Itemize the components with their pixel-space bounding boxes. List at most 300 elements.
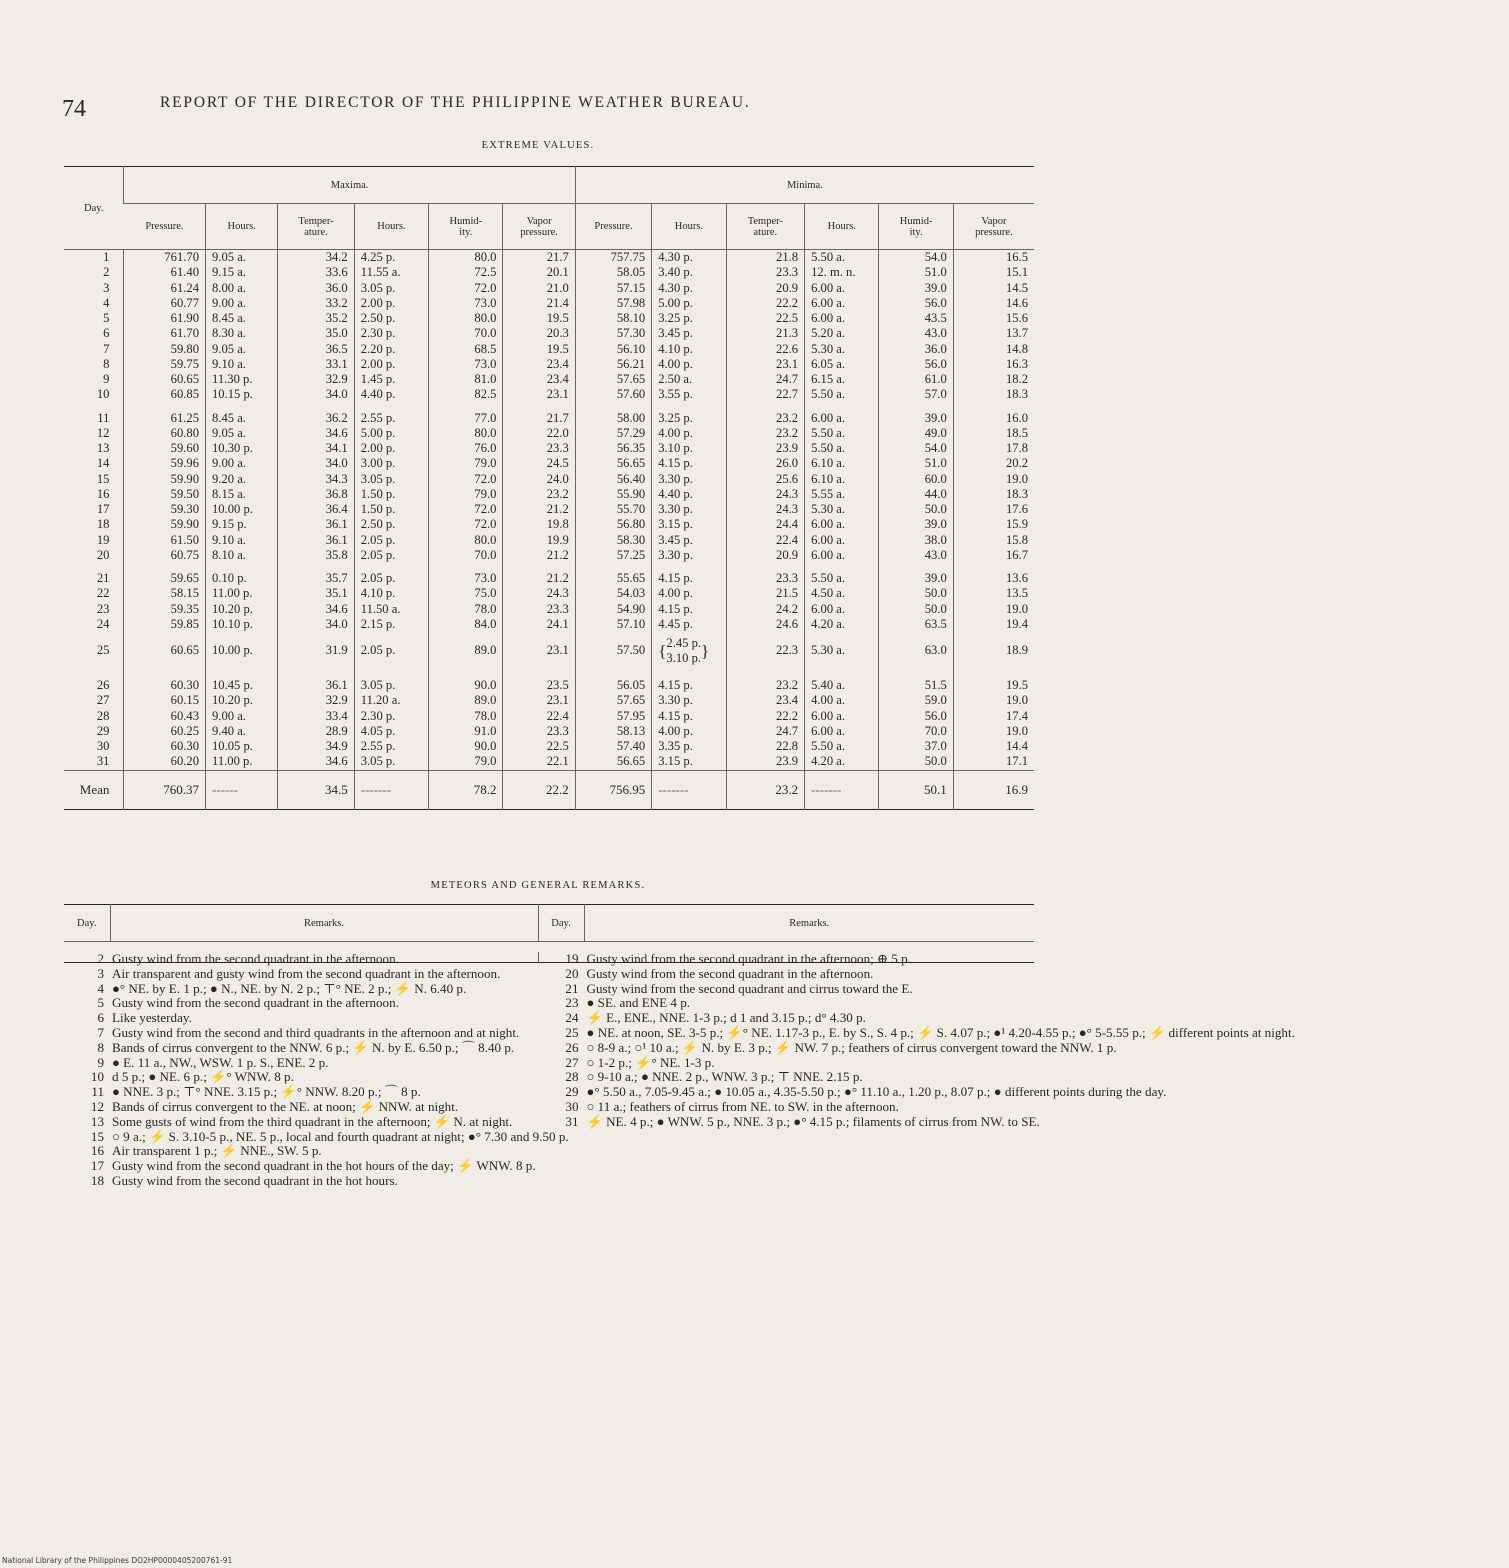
table-row <box>64 387 1034 402</box>
value-cell: 23.9 <box>726 441 805 456</box>
remark-item <box>539 1011 1509 1026</box>
day-cell: 20 <box>96 547 110 562</box>
value-cell: 4.15 p. <box>652 709 726 724</box>
value-cell: 60.77 <box>124 296 206 311</box>
value-cell: 16.0 <box>953 403 1034 426</box>
day-cell: 17 <box>96 502 110 516</box>
value-cell: 3.05 p. <box>354 281 428 296</box>
value-cell: 56.80 <box>575 517 651 532</box>
value-cell: 61.0 <box>879 372 953 387</box>
value-cell: 43.0 <box>879 548 953 563</box>
value-cell: 57.65 <box>575 693 651 708</box>
remark-day: 5 <box>97 995 104 1011</box>
value-cell: 59.75 <box>124 357 206 372</box>
value-cell: 59.96 <box>124 456 206 471</box>
value-cell: 60.85 <box>124 387 206 402</box>
value-cell: 6.15 a. <box>805 372 879 387</box>
remark-text: Like yesterday. <box>112 1010 192 1026</box>
value-cell: 22.5 <box>503 739 575 754</box>
day-cell: 29 <box>96 723 110 738</box>
value-cell: 60.20 <box>124 754 206 770</box>
value-cell: 23.2 <box>726 670 805 693</box>
remark-item <box>64 1144 1034 1159</box>
value-cell: 5.30 a. <box>805 342 879 357</box>
day-cell: 7 <box>103 341 110 356</box>
remark-text: Gusty wind from the second quadrant and cirrus toward the E. <box>586 980 913 996</box>
value-cell: 57.60 <box>575 387 651 402</box>
value-cell: 24.7 <box>726 372 805 387</box>
remark-day: 29 <box>565 1084 579 1100</box>
value-cell: 3.10 p. <box>652 441 726 456</box>
value-cell: 13.6 <box>953 563 1034 586</box>
mean-value: ------ <box>206 770 278 809</box>
value-cell: 56.65 <box>575 754 651 770</box>
value-cell: 9.40 a. <box>206 724 278 739</box>
value-cell: 36.0 <box>278 281 354 296</box>
value-cell: 23.5 <box>503 670 575 693</box>
value-cell: 49.0 <box>879 426 953 441</box>
value-cell: 22.0 <box>503 426 575 441</box>
value-cell: 3.00 p. <box>354 456 428 471</box>
remark-day: 11 <box>91 1084 104 1100</box>
value-cell: 3.05 p. <box>354 670 428 693</box>
day-cell: 25 <box>96 643 110 658</box>
day-cell: 4 <box>103 295 110 310</box>
value-cell: 4.25 p. <box>354 250 428 266</box>
value-cell: 5.50 a. <box>805 250 879 266</box>
column-header: Humid- ity. <box>879 204 953 250</box>
value-cell: 23.4 <box>503 357 575 372</box>
value-cell: 8.45 a. <box>206 311 278 326</box>
remark-day: 31 <box>565 1113 579 1129</box>
day-cell: 21 <box>96 571 110 585</box>
value-cell: 1.45 p. <box>354 372 428 387</box>
value-cell: 34.6 <box>278 426 354 441</box>
value-cell: 6.10 a. <box>805 472 879 487</box>
value-cell: 20.9 <box>726 548 805 563</box>
value-cell: 20.2 <box>953 456 1034 471</box>
value-cell: 3.40 p. <box>652 265 726 280</box>
day-cell: 30 <box>96 739 110 753</box>
value-cell: 60.0 <box>879 472 953 487</box>
value-cell: 22.4 <box>726 533 805 548</box>
mean-value: ------- <box>354 770 428 809</box>
value-cell: 56.21 <box>575 357 651 372</box>
value-cell: 10.10 p. <box>206 617 278 632</box>
day-cell: 16 <box>96 486 110 501</box>
value-cell: 36.1 <box>278 533 354 548</box>
mean-value: ------- <box>805 770 879 809</box>
value-cell: 22.1 <box>503 754 575 770</box>
value-cell: 54.03 <box>575 586 651 601</box>
day-cell: 24 <box>96 616 110 631</box>
remark-text: ○ 9 a.; ⚡ S. 3.10-5 p., NE. 5 p., local and fourth quadrant at night; ●° 7.30 and 9.50 p. <box>112 1128 569 1144</box>
remark-text: Some gusts of wind from the third quadrant in the afternoon; ⚡ N. at night. <box>112 1113 513 1129</box>
remark-day: 20 <box>565 965 579 981</box>
remark-text: ○ 8-9 a.; ○¹ 10 a.; ⚡ N. by E. 3 p.; ⚡ NW. 7 p.; feathers of cirrus convergent toward the NNW. 1 p. <box>586 1039 1117 1055</box>
value-cell: 80.0 <box>429 250 503 266</box>
scan-credit: National Library of the Philippines DO2HP0000405200761-91 <box>2 1556 233 1565</box>
value-cell: 15.6 <box>953 311 1034 326</box>
table-row <box>64 311 1034 326</box>
remarks-right-column <box>539 952 1509 1130</box>
day-cell: 12 <box>96 425 110 440</box>
column-header: Temper- ature. <box>726 204 805 250</box>
day-cell: 22 <box>96 586 110 601</box>
value-cell: 81.0 <box>429 372 503 387</box>
value-cell: 13.5 <box>953 586 1034 601</box>
table-row <box>64 502 1034 517</box>
value-cell: 5.30 a. <box>805 502 879 517</box>
value-cell: 21.2 <box>503 563 575 586</box>
remark-text: Gusty wind from the second quadrant in the hot hours. <box>112 1172 398 1188</box>
value-cell: 3.15 p. <box>652 517 726 532</box>
column-header: Hours. <box>805 204 879 250</box>
value-cell: 50.0 <box>879 502 953 517</box>
value-cell: 6.00 a. <box>805 403 879 426</box>
mean-row <box>64 770 1034 809</box>
value-cell: 54.0 <box>879 441 953 456</box>
day-cell: 19 <box>96 532 110 547</box>
value-cell: 12. m. n. <box>805 265 879 280</box>
value-cell: 15.1 <box>953 265 1034 280</box>
value-cell: 63.0 <box>879 632 953 670</box>
value-cell: 8.15 a. <box>206 487 278 502</box>
value-cell: 3.30 p. <box>652 548 726 563</box>
value-cell: 3.05 p. <box>354 754 428 770</box>
value-cell: 34.0 <box>278 387 354 402</box>
mean-value: 78.2 <box>429 770 503 809</box>
value-cell: 23.9 <box>726 754 805 770</box>
remark-item <box>539 967 1509 982</box>
value-cell: 3.35 p. <box>652 739 726 754</box>
remark-day: 12 <box>90 1098 104 1114</box>
value-cell: 61.70 <box>124 326 206 341</box>
value-cell: 90.0 <box>429 739 503 754</box>
value-cell: 9.00 a. <box>206 296 278 311</box>
value-cell: 23.4 <box>503 372 575 387</box>
value-cell: 2.00 p. <box>354 441 428 456</box>
value-cell: 59.35 <box>124 602 206 617</box>
value-cell: 14.5 <box>953 281 1034 296</box>
value-cell: 10.20 p. <box>206 693 278 708</box>
table-row <box>64 517 1034 532</box>
value-cell: 35.1 <box>278 586 354 601</box>
value-cell: 4.40 p. <box>652 487 726 502</box>
value-cell: 10.20 p. <box>206 602 278 617</box>
minima-header: Minima. <box>575 167 1034 204</box>
value-cell: 59.30 <box>124 502 206 517</box>
value-cell: 59.65 <box>124 563 206 586</box>
remark-day: 17 <box>90 1158 104 1174</box>
value-cell: 17.1 <box>953 754 1034 770</box>
value-cell: 4.15 p. <box>652 563 726 586</box>
value-cell: 9.05 a. <box>206 342 278 357</box>
value-cell: 5.50 a. <box>805 387 879 402</box>
value-cell: 36.8 <box>278 487 354 502</box>
value-cell: 51.0 <box>879 456 953 471</box>
value-cell: 57.30 <box>575 326 651 341</box>
remark-item <box>539 952 1509 967</box>
value-cell: 4.40 p. <box>354 387 428 402</box>
column-header: Vapor pressure. <box>503 204 575 250</box>
value-cell: 18.3 <box>953 387 1034 402</box>
value-cell: 20.3 <box>503 326 575 341</box>
value-cell: 17.8 <box>953 441 1034 456</box>
value-cell: 79.0 <box>429 754 503 770</box>
table-row <box>64 296 1034 311</box>
value-cell: 6.10 a. <box>805 456 879 471</box>
value-cell: 57.98 <box>575 296 651 311</box>
value-cell: 5.20 a. <box>805 326 879 341</box>
value-cell: 63.5 <box>879 617 953 632</box>
value-cell: 22.7 <box>726 387 805 402</box>
value-cell: 33.4 <box>278 709 354 724</box>
value-cell: 8.00 a. <box>206 281 278 296</box>
value-cell: 19.5 <box>503 342 575 357</box>
value-cell: 20.9 <box>726 281 805 296</box>
remark-day: 9 <box>97 1054 104 1070</box>
remark-day: 27 <box>565 1054 579 1070</box>
value-cell: 77.0 <box>429 403 503 426</box>
value-cell: 9.00 a. <box>206 456 278 471</box>
value-cell: 4.00 p. <box>652 724 726 739</box>
table-row <box>64 709 1034 724</box>
value-cell: 56.35 <box>575 441 651 456</box>
table-row <box>64 586 1034 601</box>
value-cell: 2.50 p. <box>354 311 428 326</box>
value-cell: 10.45 p. <box>206 670 278 693</box>
value-cell: 2.50 p. <box>354 517 428 532</box>
value-cell: 3.05 p. <box>354 472 428 487</box>
remark-text: Bands of cirrus convergent to the NE. at noon; ⚡ NNW. at night. <box>112 1098 459 1114</box>
maxima-header: Maxima. <box>124 167 575 204</box>
value-cell: 24.0 <box>503 472 575 487</box>
day-cell: 13 <box>96 441 110 455</box>
column-header: Vapor pressure. <box>953 204 1034 250</box>
value-cell: 36.2 <box>278 403 354 426</box>
value-cell: 19.0 <box>953 693 1034 708</box>
value-cell: 68.5 <box>429 342 503 357</box>
value-cell: 10.00 p. <box>206 632 278 670</box>
value-cell: 57.15 <box>575 281 651 296</box>
value-cell: 2.30 p. <box>354 709 428 724</box>
remark-item <box>539 1041 1509 1056</box>
value-cell: 54.90 <box>575 602 651 617</box>
value-cell: 6.05 a. <box>805 357 879 372</box>
mean-label: Mean <box>64 770 124 809</box>
remark-item <box>539 996 1509 1011</box>
day-cell: 14 <box>96 456 110 471</box>
value-cell: 23.4 <box>726 693 805 708</box>
value-cell: {2.45 p. 3.10 p.} <box>652 632 726 670</box>
column-header: Humid- ity. <box>429 204 503 250</box>
value-cell: 6.00 a. <box>805 548 879 563</box>
value-cell: 60.65 <box>124 632 206 670</box>
table-row <box>64 372 1034 387</box>
remark-day: 7 <box>97 1024 104 1040</box>
value-cell: 23.3 <box>503 441 575 456</box>
value-cell: 9.10 a. <box>206 533 278 548</box>
day-cell: 31 <box>96 754 110 769</box>
value-cell: 2.05 p. <box>354 563 428 586</box>
table-row <box>64 670 1034 693</box>
value-cell: 51.0 <box>879 265 953 280</box>
extreme-values-body <box>64 250 1034 810</box>
value-cell: 11.00 p. <box>206 754 278 770</box>
value-cell: 2.05 p. <box>354 533 428 548</box>
value-cell: 23.2 <box>503 487 575 502</box>
value-cell: 2.50 a. <box>652 372 726 387</box>
value-cell: 59.80 <box>124 342 206 357</box>
remark-day: 6 <box>97 1010 104 1026</box>
value-cell: 26.0 <box>726 456 805 471</box>
value-cell: 60.30 <box>124 670 206 693</box>
value-cell: 22.2 <box>726 709 805 724</box>
value-cell: 72.0 <box>429 502 503 517</box>
value-cell: 55.70 <box>575 502 651 517</box>
value-cell: 43.0 <box>879 326 953 341</box>
value-cell: 35.8 <box>278 548 354 563</box>
value-cell: 22.5 <box>726 311 805 326</box>
value-cell: 28.9 <box>278 724 354 739</box>
value-cell: 18.2 <box>953 372 1034 387</box>
value-cell: 32.9 <box>278 693 354 708</box>
mean-value: 50.1 <box>879 770 953 809</box>
value-cell: 13.7 <box>953 326 1034 341</box>
day-header: Day. <box>64 167 124 250</box>
value-cell: 89.0 <box>429 693 503 708</box>
value-cell: 21.2 <box>503 502 575 517</box>
value-cell: 24.6 <box>726 617 805 632</box>
value-cell: 73.0 <box>429 357 503 372</box>
page-number: 74 <box>62 96 86 122</box>
value-cell: 57.65 <box>575 372 651 387</box>
value-cell: 57.95 <box>575 709 651 724</box>
value-cell: 59.85 <box>124 617 206 632</box>
day-cell: 3 <box>103 280 110 295</box>
value-cell: 6.00 a. <box>805 311 879 326</box>
value-cell: 10.30 p. <box>206 441 278 456</box>
table-row <box>64 472 1034 487</box>
value-cell: 24.7 <box>726 724 805 739</box>
value-cell: 6.00 a. <box>805 709 879 724</box>
value-cell: 9.05 a. <box>206 250 278 266</box>
value-cell: 2.55 p. <box>354 403 428 426</box>
value-cell: 5.00 p. <box>652 296 726 311</box>
remark-text: ●° NE. by E. 1 p.; ● N., NE. by N. 2 p.; ⊤° NE. 2 p.; ⚡ N. 6.40 p. <box>112 980 467 996</box>
day-cell: 8 <box>103 356 110 371</box>
value-cell: 19.0 <box>953 602 1034 617</box>
day-cell: 9 <box>103 372 110 386</box>
value-cell: 14.6 <box>953 296 1034 311</box>
value-cell: 4.00 p. <box>652 426 726 441</box>
remark-item <box>539 1085 1509 1100</box>
value-cell: 4.45 p. <box>652 617 726 632</box>
value-cell: 60.65 <box>124 372 206 387</box>
value-cell: 57.25 <box>575 548 651 563</box>
value-cell: 61.90 <box>124 311 206 326</box>
value-cell: 21.8 <box>726 250 805 266</box>
value-cell: 3.25 p. <box>652 311 726 326</box>
value-cell: 8.30 a. <box>206 326 278 341</box>
value-cell: 89.0 <box>429 632 503 670</box>
running-title: REPORT OF THE DIRECTOR OF THE PHILIPPINE WEATHER BUREAU. <box>160 94 751 111</box>
value-cell: 18.5 <box>953 426 1034 441</box>
remark-day: 2 <box>97 951 104 966</box>
value-cell: 21.0 <box>503 281 575 296</box>
column-header: Pressure. <box>124 204 206 250</box>
value-cell: 55.90 <box>575 487 651 502</box>
value-cell: 43.5 <box>879 311 953 326</box>
value-cell: 8.45 a. <box>206 403 278 426</box>
value-cell: 61.25 <box>124 403 206 426</box>
value-cell: 11.20 a. <box>354 693 428 708</box>
day-cell: 10 <box>96 387 110 402</box>
value-cell: 2.15 p. <box>354 617 428 632</box>
column-header: Hours. <box>652 204 726 250</box>
value-cell: 36.1 <box>278 517 354 532</box>
value-cell: 39.0 <box>879 281 953 296</box>
remark-text: ⚡ NE. 4 p.; ● WNW. 5 p., NNE. 3 p.; ●° 4.15 p.; filaments of cirrus from NW. to SE. <box>586 1113 1040 1129</box>
value-cell: 10.00 p. <box>206 502 278 517</box>
value-cell: 9.10 a. <box>206 357 278 372</box>
value-cell: 56.10 <box>575 342 651 357</box>
value-cell: 19.9 <box>503 533 575 548</box>
value-cell: 57.10 <box>575 617 651 632</box>
remark-text: Gusty wind from the second quadrant in the afternoon. <box>586 965 874 981</box>
value-cell: 51.5 <box>879 670 953 693</box>
remark-day: 23 <box>565 995 579 1011</box>
day-cell: 11 <box>97 410 110 425</box>
value-cell: 21.7 <box>503 250 575 266</box>
value-cell: 58.05 <box>575 265 651 280</box>
value-cell: 82.5 <box>429 387 503 402</box>
value-cell: 3.30 p. <box>652 693 726 708</box>
value-cell: 9.05 a. <box>206 426 278 441</box>
value-cell: 18.9 <box>953 632 1034 670</box>
remark-text: Gusty wind from the second quadrant in the afternoon. <box>112 995 399 1011</box>
value-cell: 70.0 <box>429 548 503 563</box>
value-cell: 59.90 <box>124 472 206 487</box>
value-cell: 24.2 <box>726 602 805 617</box>
value-cell: 35.2 <box>278 311 354 326</box>
mean-value: 760.37 <box>124 770 206 809</box>
value-cell: 3.25 p. <box>652 403 726 426</box>
remark-text: ● NNE. 3 p.; ⊤° NNE. 3.15 p.; ⚡° NNW. 8.20 p.; ⌒ 8 p. <box>112 1084 421 1100</box>
value-cell: 5.30 a. <box>805 632 879 670</box>
remark-item <box>64 1174 1034 1189</box>
value-cell: 61.40 <box>124 265 206 280</box>
value-cell: 19.4 <box>953 617 1034 632</box>
value-cell: 0.10 p. <box>206 563 278 586</box>
remark-day: 26 <box>565 1039 579 1055</box>
value-cell: 6.00 a. <box>805 296 879 311</box>
remark-text: Bands of cirrus convergent to the NNW. 6 p.; ⚡ N. by E. 6.50 p.; ⌒ 8.40 p. <box>112 1039 515 1055</box>
value-cell: 10.15 p. <box>206 387 278 402</box>
value-cell: 3.45 p. <box>652 533 726 548</box>
value-cell: 56.0 <box>879 357 953 372</box>
value-cell: 4.00 p. <box>652 357 726 372</box>
remark-day: 18 <box>90 1172 104 1188</box>
value-cell: 9.15 a. <box>206 265 278 280</box>
value-cell: 59.60 <box>124 441 206 456</box>
table-row <box>64 342 1034 357</box>
value-cell: 57.29 <box>575 426 651 441</box>
value-cell: 23.2 <box>726 426 805 441</box>
value-cell: 34.6 <box>278 602 354 617</box>
value-cell: 9.15 p. <box>206 517 278 532</box>
